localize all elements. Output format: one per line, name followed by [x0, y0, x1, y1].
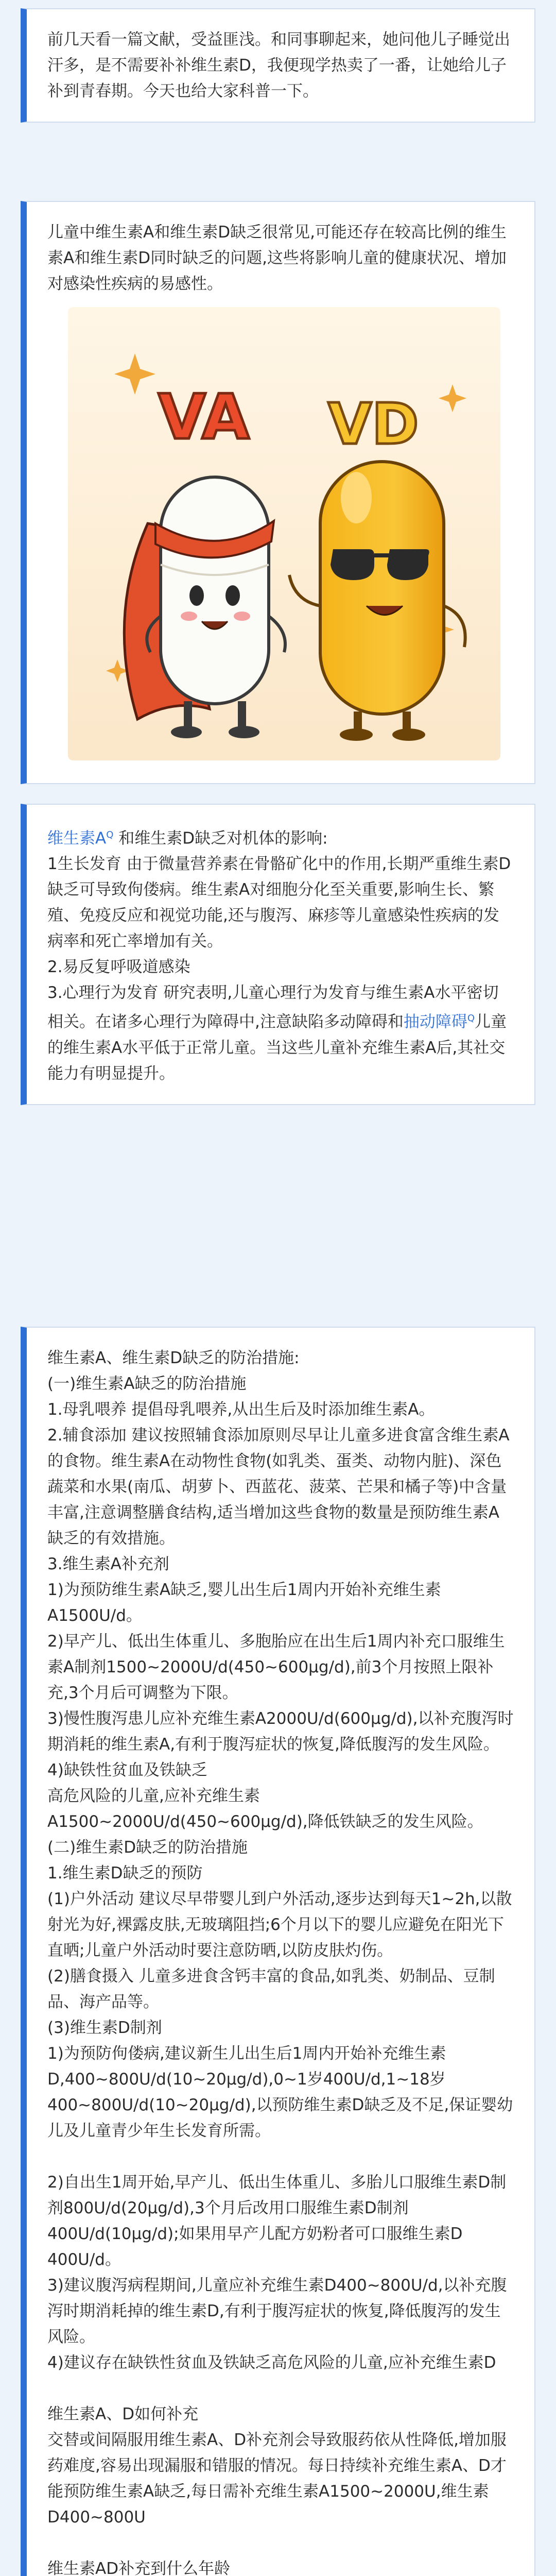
- search-link-icon[interactable]: Q: [106, 829, 114, 840]
- overview-text: 儿童中维生素A和维生素D缺乏很常见,可能还存在较高比例的维生素A和维生素D同时缺乏的问题,这些将影响儿童的健康状况、增加对感染性疾病的易感性。: [47, 223, 507, 293]
- spacer: [47, 2144, 514, 2170]
- prevention-line: (3)维生素D制剂: [47, 2019, 162, 2037]
- prevention-line: (一)维生素A缺乏的防治措施: [47, 1375, 247, 1393]
- search-link-icon[interactable]: Q: [467, 1013, 475, 1024]
- prevention-line: 2)早产儿、低出生体重儿、多胞胎应在出生后1周内补充口服维生素A制剂1500~2000U/d(450~600μg/d),前3个月按照上限补充,3个月后可调整为下限。: [47, 1632, 505, 1702]
- vitamin-a-link[interactable]: 维生素A: [47, 829, 107, 848]
- prevention-line: 3)建议腹泻病程期间,儿童应补充维生素D400~800U/d,以补充腹泻时期消耗掉的维生素D,有利于腹泻症状的恢复,降低腹泻的发生风险。: [47, 2276, 507, 2346]
- prevention-line: 2.辅食添加 建议按照辅食添加原则尽早让儿童多进食富含维生素A的食物。维生素A在动物性食物(如乳类、蛋类、动物内脏)、深色蔬菜和水果(南瓜、胡萝卜、西蓝花、菠菜、芒果和橘子等)中含量丰富,注意调整膳食结构,适当增加这些食物的数量是预防维生素A缺乏的有效措施。: [47, 1426, 510, 1548]
- impact-item-2: 2.易反复呼吸道感染: [47, 958, 190, 977]
- prevention-card: [21, 1327, 535, 2576]
- prevention-line: 4)建议存在缺铁性贫血及铁缺乏高危风险的儿童,应补充维生素D: [47, 2353, 496, 2372]
- impact-title: [47, 822, 514, 851]
- prevention-line: 3)慢性腹泻患儿应补充维生素A2000U/d(600μg/d),以补充腹泻时期消耗的维生素A,有利于腹泻症状的恢复,降低腹泻的发生风险。: [47, 1709, 514, 1754]
- vitamin-illustration: [68, 307, 500, 760]
- vitamin-a-d-capsules-icon: [68, 307, 500, 760]
- impact-item-3: 3.心理行为发育 研究表明,儿童心理行为发育与维生素A水平密切相关。在诸多心理行为障碍中,注意缺陷多动障碍和抽动障碍$^Q$儿童的维生素A水平低于正常儿童。当这些儿童补充维生素A后,其社交能力有明显提升。: [47, 984, 507, 1083]
- prevention-line: (1)户外活动 建议尽早带婴儿到户外活动,逐步达到每天1~2h,以散射光为好,裸露皮肤,无玻璃阻挡;6个月以下的婴儿应避免在阳光下直晒;儿童户外活动时要注意防晒,以防皮肤灼伤。: [47, 1890, 512, 1960]
- prevention-line: (2)膳食摄入 儿童多进食含钙丰富的食品,如乳类、奶制品、豆制品、海产品等。: [47, 1967, 495, 2011]
- prevention-line: (二)维生素D缺乏的防治措施: [47, 1838, 248, 1857]
- overview-card: [21, 201, 535, 784]
- prevention-line: 1)为预防佝偻病,建议新生儿出生后1周内开始补充维生素D,400~800U/d(10~20μg/d),0~1岁400U/d,1~18岁400~800U/d(10~20μg/d),以预防维生素D缺乏及不足,保证婴幼儿及儿童青少年生长发育所需。: [47, 2044, 513, 2140]
- prevention-line: 高危风险的儿童,应补充维生素A1500~2000U/d(450~600μg/d),降低铁缺乏的发生风险。: [47, 1787, 483, 1831]
- prevention-line: 4)缺铁性贫血及铁缺乏: [47, 1761, 207, 1780]
- impact-title-text: 和维生素D缺乏对机体的影响:: [118, 829, 328, 848]
- va-label: VA: [158, 382, 250, 453]
- tic-disorder-inline-link[interactable]: 抽动障碍: [403, 1012, 467, 1031]
- prevention-line: 3.维生素A补充剂: [47, 1555, 169, 1573]
- prevention-line: 2)自出生1周开始,早产儿、低出生体重儿、多胎儿口服维生素D制剂800U/d(20μg/d),3个月后改用口服维生素D制剂400U/d(10μg/d);如果用早产儿配方奶粉者可口服维生素D 400U/d。: [47, 2173, 507, 2269]
- prevention-line: 维生素A、D如何补充: [47, 2405, 199, 2424]
- spacer: [47, 2376, 514, 2401]
- vd-label: VD: [328, 391, 419, 457]
- prevention-line: 交替或间隔服用维生素A、D补充剂会导致服药依从性降低,增加服药难度,容易出现漏服和错服的情况。每日持续补充维生素A、D才能预防维生素A缺乏,每日需补充维生素A1500~2000U,维生素D400~800U: [47, 2431, 507, 2527]
- prevention-line: 维生素A、维生素D缺乏的防治措施:: [47, 1349, 300, 1367]
- prevention-line: 维生素AD补充到什么年龄: [47, 2560, 231, 2576]
- impact-item-1: 1生长发育 由于微量营养素在骨骼矿化中的作用,长期严重维生素D缺乏可导致佝偻病。维生素A对细胞分化至关重要,影响生长、繁殖、免疫反应和视觉功能,还与腹泻、麻疹等儿童感染性疾病的发病率和死亡率增加有关。: [47, 855, 511, 951]
- intro-text: 前几天看一篇文献，受益匪浅。和同事聊起来，她问他儿子睡觉出汗多，是不需要补补维生素D，我便现学热卖了一番，让她给儿子补到青春期。今天也给大家科普一下。: [47, 30, 510, 100]
- impact-card: [21, 804, 535, 1105]
- prevention-line: 1.维生素D缺乏的预防: [47, 1864, 203, 1883]
- prevention-line: 1)为预防维生素A缺乏,婴儿出生后1周内开始补充维生素A1500U/d。: [47, 1581, 441, 1625]
- intro-card: [21, 8, 535, 123]
- spacer: [47, 2530, 514, 2556]
- prevention-line: 1.母乳喂养 提倡母乳喂养,从出生后及时添加维生素A。: [47, 1400, 435, 1419]
